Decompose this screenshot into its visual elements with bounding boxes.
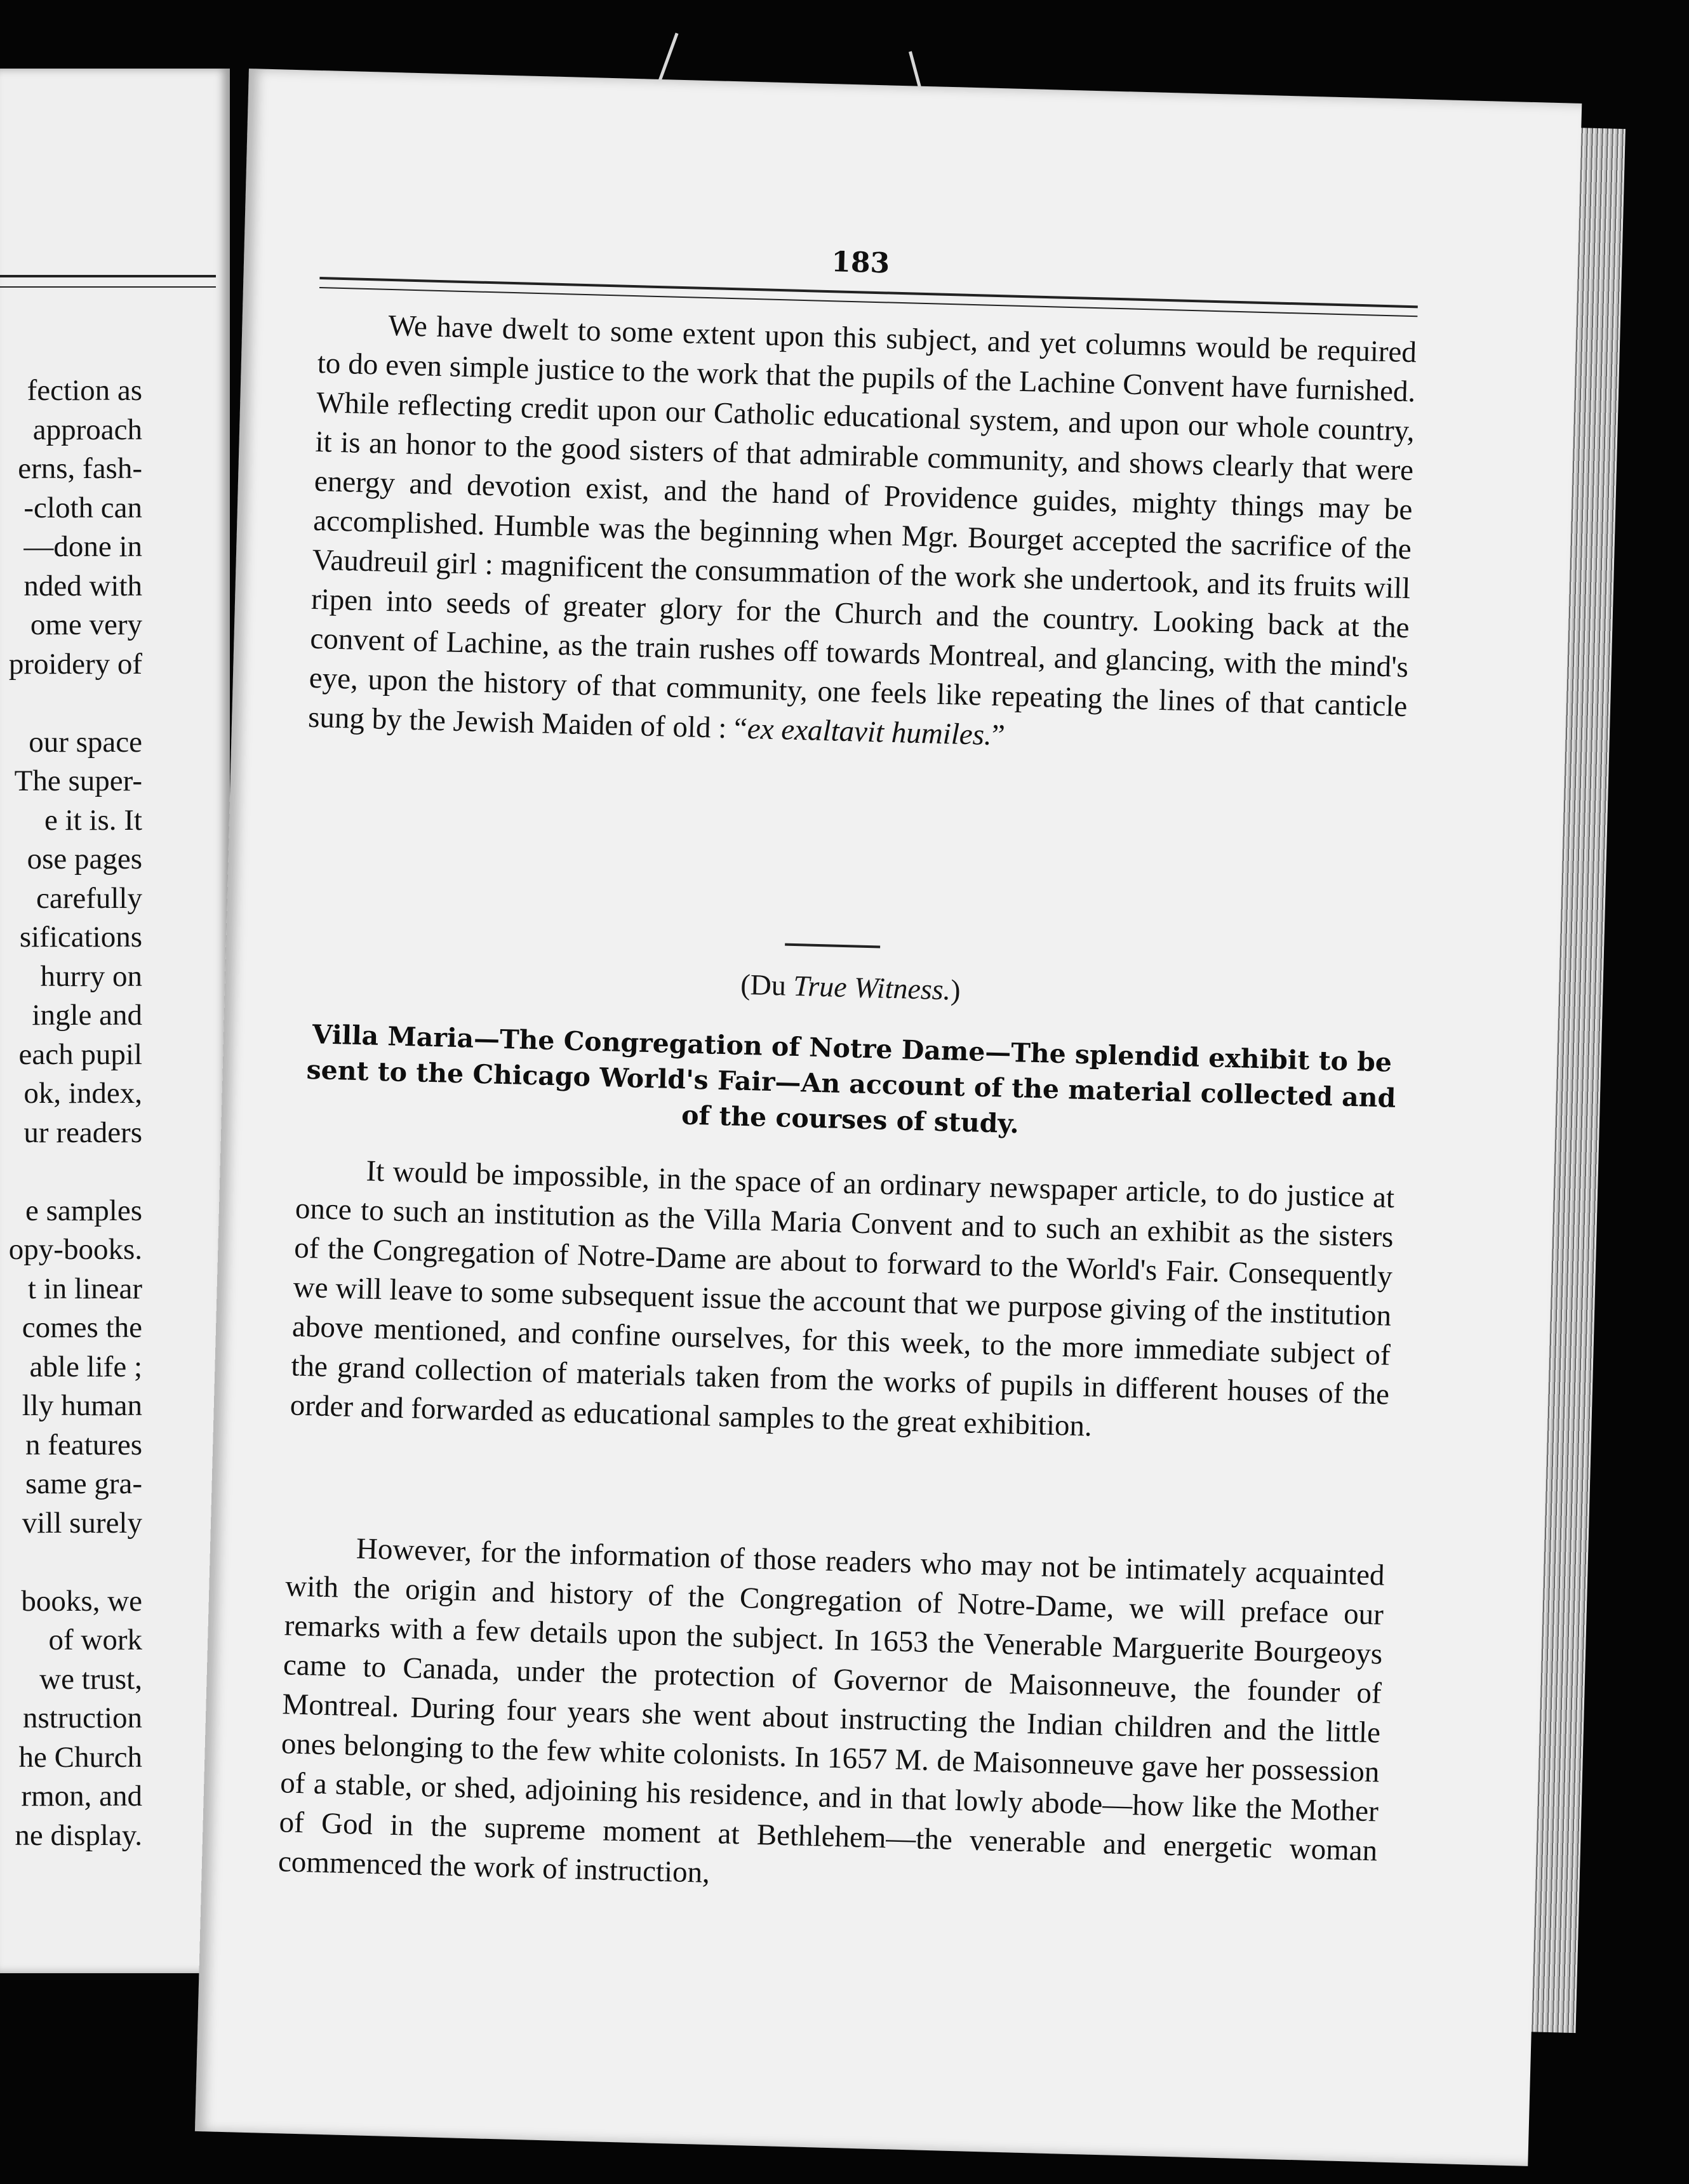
- source-name: True Witness.: [792, 969, 951, 1006]
- left-page-line: proidery of: [8, 647, 142, 681]
- left-page-line: The super-: [14, 764, 142, 797]
- paragraph-history: [277, 1527, 1385, 1910]
- left-page-line: hurry on: [40, 959, 142, 993]
- left-page-line: rmon, and: [21, 1780, 142, 1813]
- left-page-line: ne display.: [15, 1818, 142, 1852]
- left-page-line: each pupil: [18, 1037, 142, 1071]
- source-suffix: ): [950, 973, 961, 1006]
- left-page-line: he Church: [18, 1740, 142, 1774]
- left-page-line: e samples: [25, 1194, 142, 1227]
- left-page-line: we trust,: [39, 1662, 142, 1696]
- left-page-line: sifications: [19, 921, 142, 954]
- section-divider: [785, 943, 880, 949]
- left-page-line: opy-books.: [8, 1233, 142, 1266]
- left-page-line: -cloth can: [23, 491, 142, 524]
- left-page-line: ok, index,: [23, 1077, 142, 1110]
- paragraph-lachine: [307, 304, 1417, 766]
- left-page-line: our space: [29, 725, 142, 759]
- left-page-line: ur readers: [23, 1115, 142, 1149]
- article-headline: Villa Maria—The Congregation of Notre Dame—The splendid exhibit to be sent to the Chicago World's Fair—An account of the material collected and of the courses of study.: [306, 1019, 1396, 1140]
- source-attribution: [225, 954, 1476, 1021]
- latin-quote: ex exaltavit humiles.: [747, 712, 992, 752]
- left-page-line: able life ;: [29, 1350, 142, 1383]
- left-page-line: —done in: [23, 530, 142, 563]
- left-page-line: ome very: [30, 608, 142, 641]
- left-page-line: nstruction: [23, 1701, 142, 1735]
- left-page-line: books, we: [21, 1584, 142, 1618]
- left-page-line: comes the: [22, 1311, 142, 1344]
- left-page: [0, 69, 230, 1973]
- left-page-line: e it is. It: [44, 803, 142, 837]
- right-page: [195, 69, 1582, 2166]
- quote-close: ”: [991, 718, 1006, 752]
- left-page-line: carefully: [36, 881, 142, 915]
- paragraph-exhibit-text: It would be impossible, in the space of an ordinary newspaper article, to do justice at once to such an institution as the Villa Maria Convent and to such an exhibit as the sisters of the Congregation of Notre-Dame are about to forward to the World's Fair. Consequently we will leave to some subsequent issue the account that we purpose giving of the institution above mentioned, and confine ourselves, for this week, to the more immediate subject of the grand collection of materials taken from the works of pupils in different houses of the order and forwarded as educational samples to the great exhibition.: [290, 1154, 1395, 1443]
- left-page-line: approach: [32, 413, 142, 446]
- left-page-line: vill surely: [22, 1506, 142, 1540]
- left-page-line: ose pages: [27, 842, 142, 876]
- left-page-line: fection as: [27, 374, 142, 407]
- left-page-line: n features: [25, 1428, 142, 1462]
- left-page-line: lly human: [22, 1389, 142, 1422]
- left-page-line: erns, fash-: [18, 452, 142, 485]
- left-page-line: of work: [48, 1623, 142, 1656]
- paragraph-exhibit: [290, 1150, 1395, 1454]
- paragraph-history-text: However, for the information of those readers who may not be intimately acquainted with the origin and history of the Congregation of Notre-Dame, we will preface our remarks with a few details upon the subject. In 1653 the Venerable Marguerite Bourgeoys came to Canada, under the protection of Governor de Maisonneuve, the founder of Montreal. During four years she went about instructing the Indian children and the little ones belonging to the few white colonists. In 1657 M. de Maisonneuve gave her possession of a stable, or shed, adjoining his residence, and in that lowly abode—how like the Mother of God in the supreme moment at Bethlehem—the venerable and energetic woman commenced the work of instruction,: [277, 1532, 1385, 1889]
- left-page-line: t in linear: [27, 1272, 142, 1305]
- source-prefix: (Du: [740, 968, 794, 1002]
- scan-mark-top-left: [658, 33, 678, 82]
- left-page-rule: [0, 275, 216, 288]
- left-page-line: ingle and: [32, 999, 142, 1032]
- left-page-line: nded with: [23, 569, 142, 603]
- page-number: 183: [831, 246, 890, 280]
- left-page-line: same gra-: [25, 1467, 142, 1500]
- paragraph-lachine-text: We have dwelt to some extent upon this subject, and yet columns would be required to do even simple justice to the work that the pupils of the Lachine Convent have furnished. While reflecting credit upon our Catholic educational system, and upon our whole country, it is an honor to the good sisters of that admirable community, and shows clearly that were energy and devotion exist, and the hand of Providence guides, mighty things may be accomplished. Humble was the beginning when Mgr. Bourget accepted the sacrifice of the Vaudreuil girl : magnificent the consummation of the work she undertook, and its fruits will ripen into seeds of greater glory for the Church and the country. Looking back at the convent of Lachine, as the train rushes off towards Montreal, and glancing, with the mind's eye, upon the history of that community, one feels like repeating the lines of that canticle sung by the Jewish Maiden of old : “: [307, 309, 1417, 745]
